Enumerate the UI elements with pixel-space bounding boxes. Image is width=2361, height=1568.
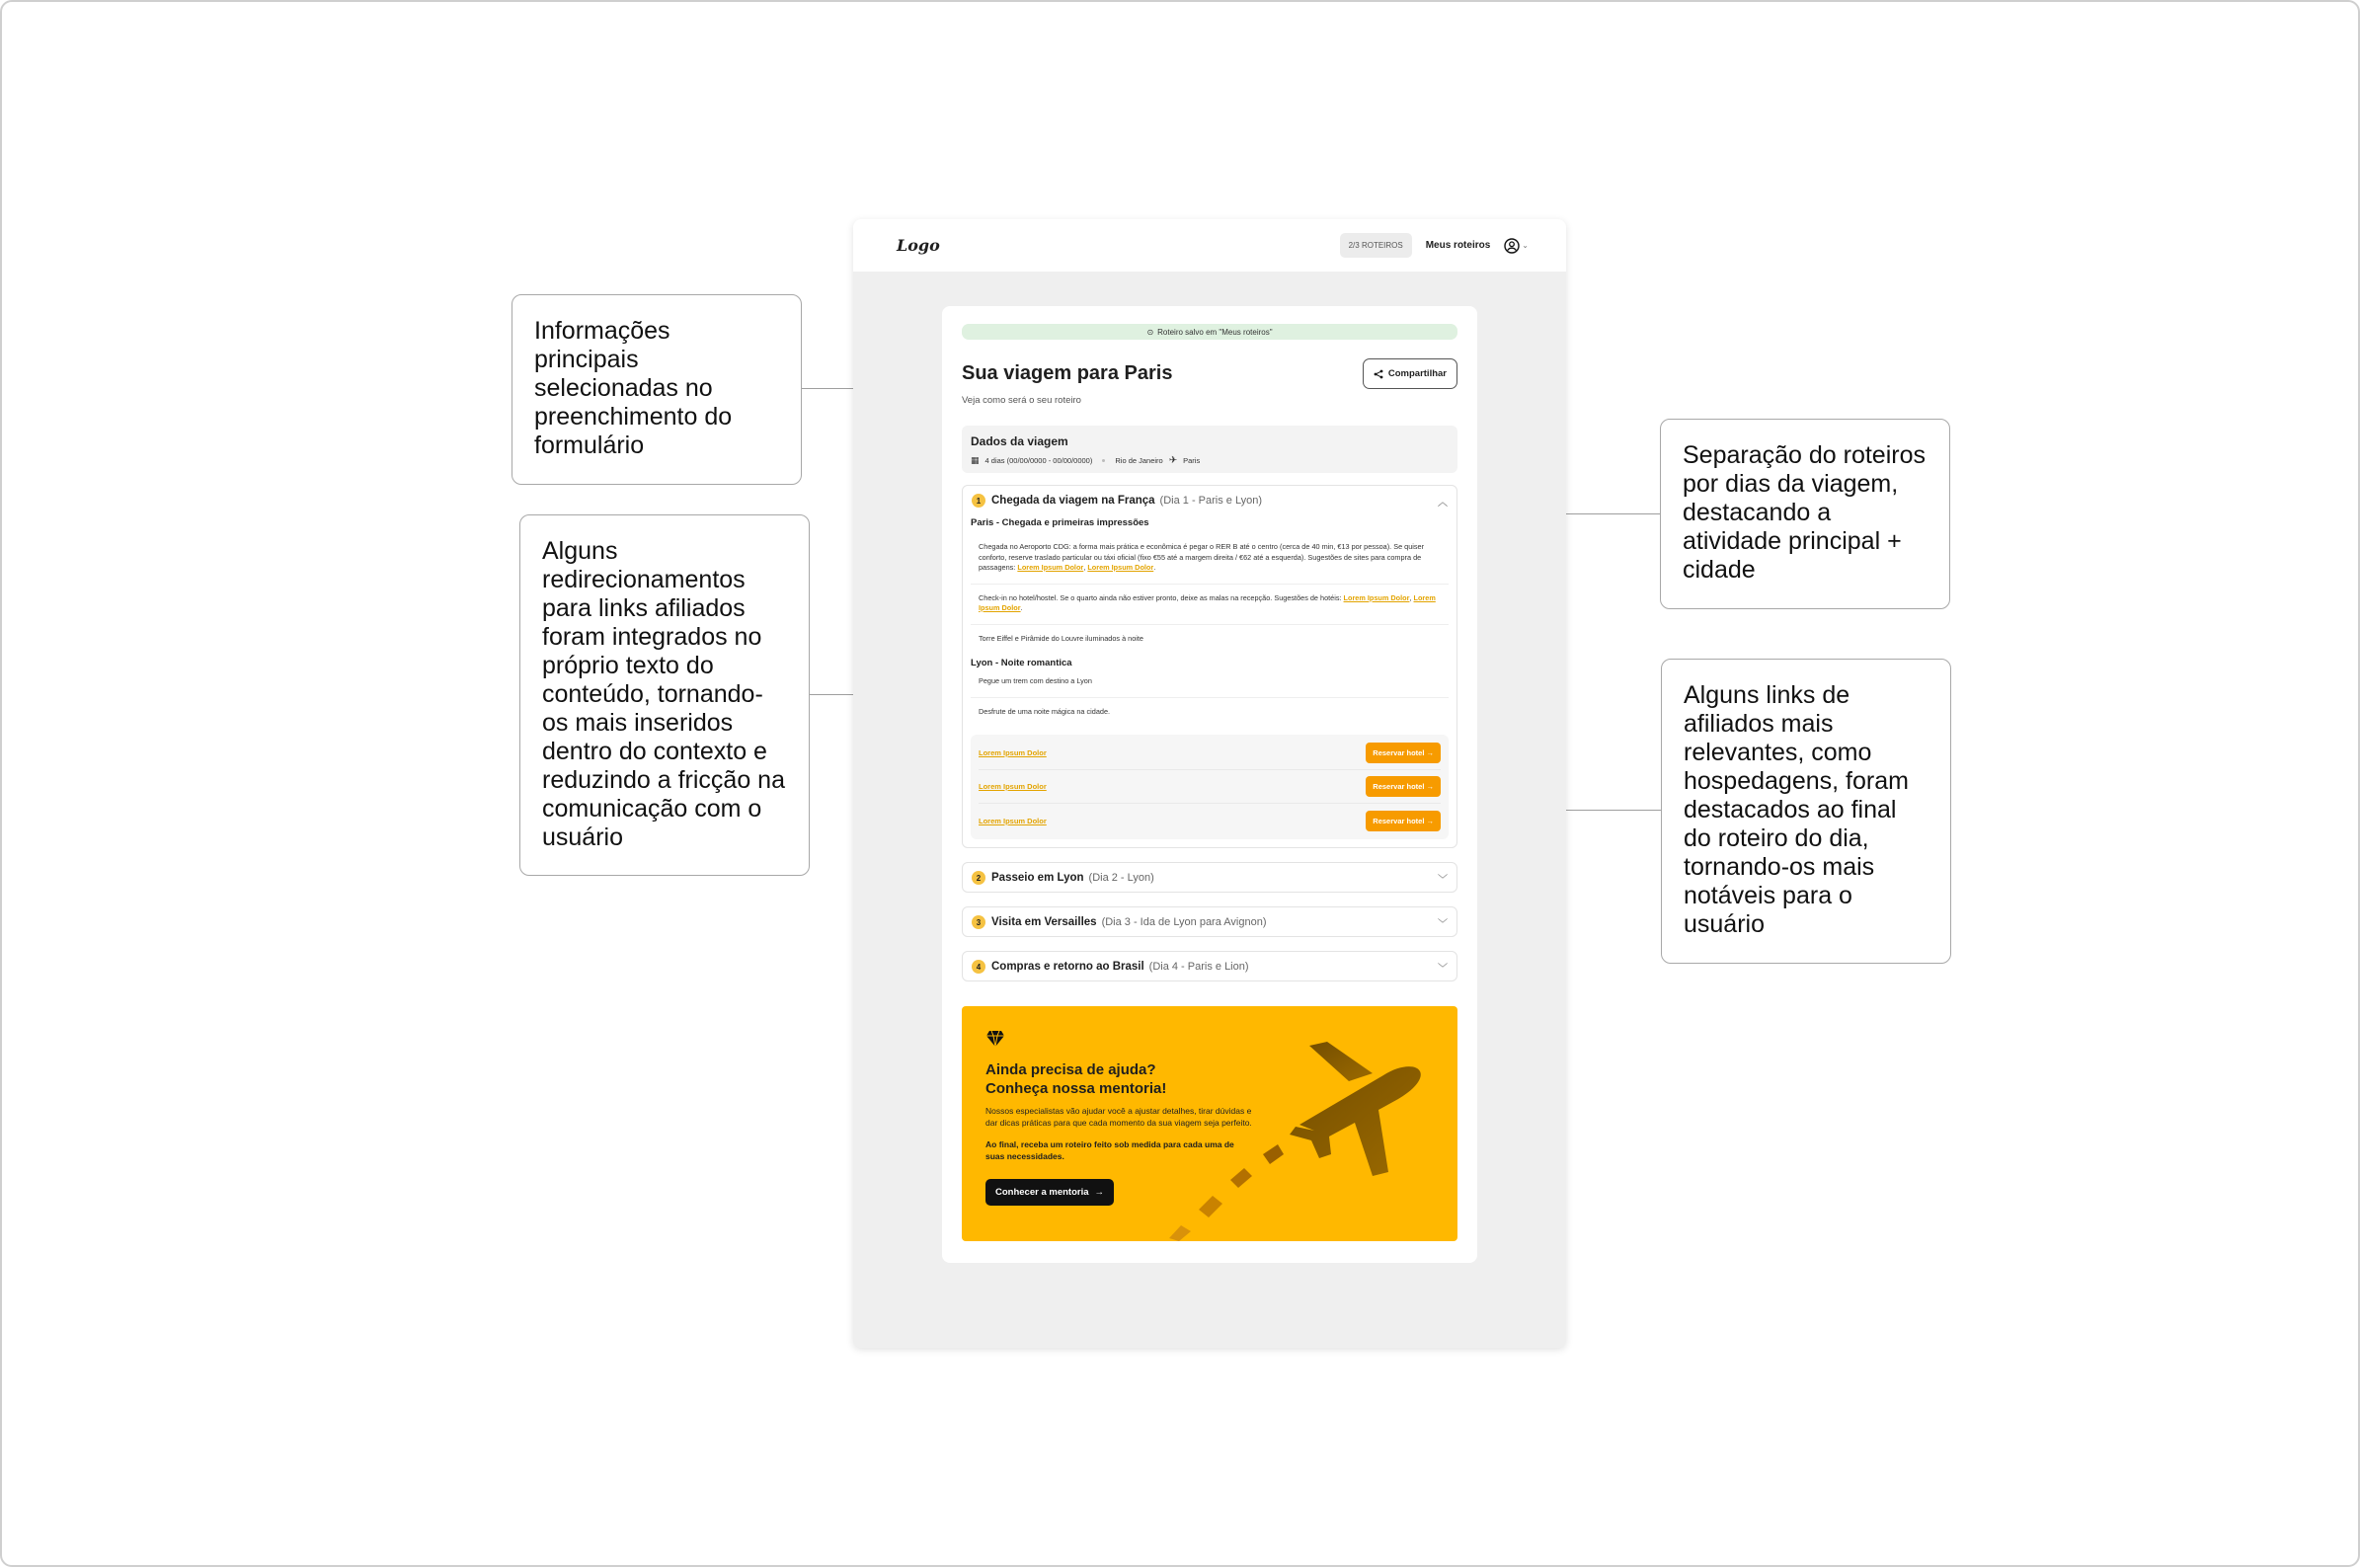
chevron-up-icon: ︿ <box>1438 497 1448 509</box>
hotel-link[interactable]: Lorem Ipsum Dolor <box>979 782 1047 791</box>
day-accordion-header[interactable] <box>963 907 1456 937</box>
trip-data-row <box>971 455 1449 466</box>
airplane-illustration <box>1161 1006 1457 1241</box>
annotation-affiliate-inline-text: Alguns redirecionamentos para links afiliados foram integrados no próprio texto do conteúdo, tornando-os mais inseridos dentro do contexto e reduzindo a fricção na comunicação com o usuário <box>542 537 785 851</box>
hotel-suggestions <box>971 735 1449 839</box>
book-hotel-button[interactable]: Reservar hotel → <box>1366 776 1441 797</box>
diamond-icon <box>985 1030 1005 1048</box>
annotation-affiliate-highlight-text: Alguns links de afiliados mais relevantes, como hospedagens, foram destacados ao final do roteiro do dia, tornando-os mais notáveis para o usuário <box>1684 681 1909 938</box>
affiliate-link[interactable]: Lorem Ipsum Dolor <box>1017 563 1084 572</box>
day-title: Passeio em Lyon <box>991 872 1084 884</box>
affiliate-link[interactable]: Lorem Ipsum Dolor <box>1343 592 1410 602</box>
day-number-badge: 3 <box>972 915 985 929</box>
mentorship-banner <box>962 1006 1457 1241</box>
saved-notice <box>962 324 1457 340</box>
day-subtitle: (Dia 2 - Lyon) <box>1088 872 1154 884</box>
hotel-link[interactable]: Lorem Ipsum Dolor <box>979 816 1047 825</box>
banner-text: Nossos especialistas vão ajudar você a ajustar detalhes, tirar dúvidas e dar dicas práticas para que cada momento da sua viagem seja perfeito. <box>985 1106 1252 1128</box>
user-menu[interactable] <box>1504 238 1529 254</box>
day-accordion-body <box>963 517 1456 847</box>
annotation-form-info-text: Informações principais selecionadas no preenchimento do formulário <box>534 317 733 459</box>
activity-item <box>971 536 1449 585</box>
page-subtitle: Veja como será o seu roteiro <box>962 395 1081 406</box>
link-end: . <box>1020 603 1023 612</box>
separator-dot <box>1102 459 1105 462</box>
hotel-row <box>979 737 1441 770</box>
calendar-icon: ▦ <box>971 455 980 465</box>
day-title: Compras e retorno ao Brasil <box>991 961 1144 973</box>
day-title: Visita em Versailles <box>991 916 1097 928</box>
chevron-down-icon: ﹀ <box>1438 918 1448 930</box>
annotation-affiliate-highlight <box>1661 659 1951 964</box>
day-accordion-2 <box>962 862 1457 893</box>
day-accordion-1 <box>962 485 1457 848</box>
annotation-form-info <box>512 294 802 485</box>
arrow-right-icon: → <box>1094 1187 1104 1198</box>
mentorship-button-label: Conhecer a mentoria <box>995 1187 1089 1198</box>
book-hotel-button[interactable]: Reservar hotel → <box>1366 743 1441 763</box>
day-accordion-header[interactable] <box>963 486 1456 515</box>
affiliate-link[interactable]: Lorem Ipsum Dolor <box>979 592 1436 612</box>
check-circle-icon: ⊙ <box>1146 327 1154 337</box>
activity-item <box>971 625 1449 655</box>
share-icon <box>1374 369 1383 379</box>
trip-dates: 4 dias (00/00/0000 - 00/00/0000) <box>984 456 1093 465</box>
annotation-days-separation <box>1660 419 1950 609</box>
roteiros-count-badge: 2/3 ROTEIROS <box>1340 233 1412 258</box>
day-accordion-header[interactable] <box>963 863 1456 893</box>
day-subtitle: (Dia 1 - Paris e Lyon) <box>1159 495 1263 507</box>
banner-title-line2: Conheça nossa mentoria! <box>985 1080 1167 1097</box>
share-button-label: Compartilhar <box>1387 368 1447 379</box>
chevron-down-icon: ﹀ <box>1438 874 1448 886</box>
link-separator: , <box>1083 563 1086 572</box>
day-number-badge: 4 <box>972 960 985 974</box>
activity-item <box>971 698 1449 728</box>
mentorship-button[interactable] <box>985 1179 1114 1206</box>
nav-right <box>1340 233 1529 258</box>
app-window <box>853 219 1566 1348</box>
plane-icon: ✈ <box>1168 455 1178 466</box>
page-title: Sua viagem para Paris <box>962 362 1173 384</box>
itinerary-card <box>942 306 1477 1263</box>
section-title: Paris - Chegada e primeiras impressões <box>971 517 1149 528</box>
annotation-days-separation-text: Separação do roteiros por dias da viagem, destacando a atividade principal + cidade <box>1683 441 1926 584</box>
user-icon <box>1504 238 1520 254</box>
activity-text: Torre Eiffel e Pirâmide do Louvre iluminados à noite <box>979 633 1143 643</box>
activity-text: Pegue um trem com destino a Lyon <box>979 676 1092 685</box>
trip-origin: Rio de Janeiro <box>1115 456 1163 465</box>
day-number-badge: 2 <box>972 871 985 885</box>
day-title: Chegada da viagem na França <box>991 495 1155 507</box>
banner-title-line1: Ainda precisa de ajuda? <box>985 1061 1156 1078</box>
activity-item <box>971 670 1449 698</box>
hotel-row <box>979 804 1441 837</box>
chevron-down-icon: ⌄ <box>1522 241 1529 250</box>
title-row <box>962 358 1457 389</box>
day-accordion-header[interactable] <box>963 952 1456 981</box>
activity-item <box>971 585 1449 625</box>
day-subtitle: (Dia 3 - Ida de Lyon para Avignon) <box>1101 916 1267 928</box>
day-subtitle: (Dia 4 - Paris e Lion) <box>1148 961 1249 973</box>
activity-text: Chegada no Aeroporto CDG: a forma mais prática e econômica é pegar o RER B até o centro (cerca de 40 min, €13 por pessoa). Se quiser conforto, reserve traslado particular ou táxi oficial (fixo €55 até a margem direita / €62 até a esquerda). Sugestões de sites para compra de passagens: <box>979 542 1425 572</box>
day-number-badge: 1 <box>972 494 985 508</box>
annotation-affiliate-inline <box>519 514 810 876</box>
share-button[interactable] <box>1363 358 1457 389</box>
trip-data-box <box>962 426 1457 473</box>
top-navbar <box>853 219 1566 272</box>
section-title: Lyon - Noite romantica <box>971 658 1072 668</box>
book-hotel-button[interactable]: Reservar hotel → <box>1366 811 1441 831</box>
affiliate-link[interactable]: Lorem Ipsum Dolor <box>1087 563 1154 572</box>
link-separator: , <box>1409 592 1412 602</box>
trip-destination: Paris <box>1183 456 1201 465</box>
my-trips-link[interactable]: Meus roteiros <box>1425 240 1491 251</box>
day-accordion-4 <box>962 951 1457 981</box>
activity-text: Check-in no hotel/hostel. Se o quarto ainda não estiver pronto, deixe as malas na recepção. Sugestões de hotéis: <box>979 592 1342 602</box>
activity-text: Desfrute de uma noite mágica na cidade. <box>979 706 1111 716</box>
chevron-down-icon: ﹀ <box>1438 963 1448 975</box>
banner-bold-text: Ao final, receba um roteiro feito sob medida para cada uma de suas necessidades. <box>985 1139 1234 1161</box>
link-end: . <box>1153 563 1156 572</box>
trip-data-title: Dados da viagem <box>971 434 1068 448</box>
hotel-link[interactable]: Lorem Ipsum Dolor <box>979 748 1047 757</box>
saved-notice-text: Roteiro salvo em "Meus roteiros" <box>1157 327 1273 337</box>
day-accordion-3 <box>962 906 1457 937</box>
logo[interactable]: Logo <box>897 236 940 255</box>
hotel-row <box>979 770 1441 804</box>
